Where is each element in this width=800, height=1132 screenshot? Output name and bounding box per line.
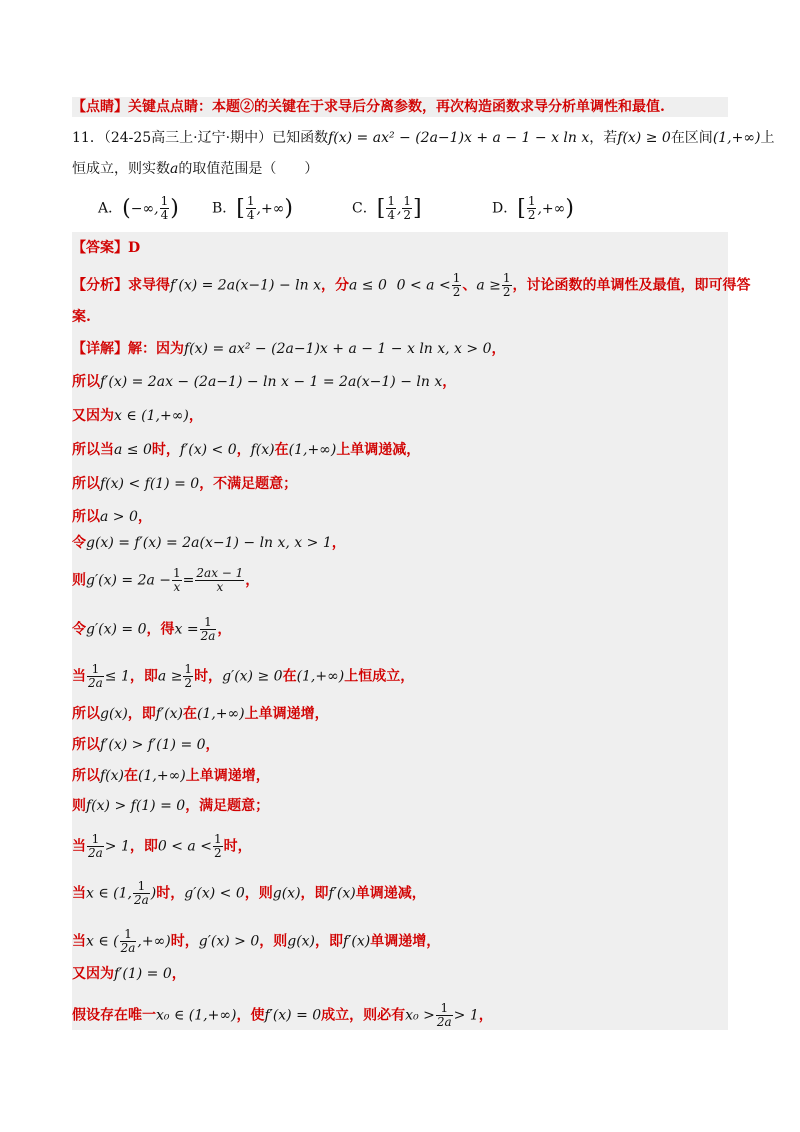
detail-text: 在 — [124, 768, 139, 784]
detail-text: 当 — [72, 838, 86, 855]
note-text: 关键点点睛：本题②的关键在于求导后分离参数，再次构造函数求导分析单调性和最值. — [128, 99, 665, 115]
math: f′(x) < 0 — [179, 442, 237, 458]
detail-line-16 — [72, 880, 728, 907]
math: f(x) = ax² − (2a−1)x + a − 1 − x ln x, x > 0 — [184, 341, 492, 357]
detail-line-9 — [72, 616, 728, 643]
analysis-line-2 — [72, 307, 728, 327]
key-point-note — [72, 97, 728, 117]
math: x ∈ (1,+∞) — [114, 408, 189, 424]
option-c: C．[ $\frac{1}{4}$ , $\frac{1}{2}$ ] — [352, 194, 422, 222]
analysis-text: ，讨论函数的单调性及最值，即可得答 — [512, 277, 751, 294]
frac-num: 1 — [403, 194, 412, 208]
answer-label: 【答案】 — [72, 240, 128, 256]
detail-text: ， — [491, 341, 506, 357]
detail-line-3 — [72, 406, 728, 426]
frac-den: 2a — [133, 893, 149, 907]
frac-den: 2a — [88, 676, 103, 690]
frac-num: 1 — [87, 833, 104, 847]
frac-den: x — [173, 580, 181, 594]
math: x = — [174, 621, 199, 638]
detail-line-5 — [72, 474, 728, 494]
math: ≤ 1 — [104, 668, 130, 685]
math: a ≥ — [157, 668, 183, 685]
math: g′(x) = 2a − — [86, 572, 172, 589]
detail-text: 上恒成立， — [344, 668, 415, 685]
detail-text: ， — [205, 737, 220, 753]
detail-line-15 — [72, 833, 728, 860]
frac-den: 2a — [88, 846, 103, 860]
math: x₀ > — [405, 1007, 435, 1024]
math: g(x) — [100, 706, 128, 722]
math: g(x) = f′(x) = 2a(x−1) − ln x, x > 1 — [86, 535, 332, 551]
math: f′(x) — [155, 706, 183, 722]
math: f(x) — [100, 768, 125, 784]
detail-text: ， — [217, 621, 232, 638]
frac-den: x — [216, 580, 224, 594]
frac-num: 1 — [87, 663, 104, 677]
math: f′(x) = 2ax − (2a−1) − ln x − 1 = 2a(x−1) − ln x — [100, 374, 443, 390]
frac-num: 1 — [452, 271, 461, 285]
detail-text: 单调递增， — [370, 933, 441, 950]
math: f′(x) — [343, 933, 371, 950]
frac-num: 1 — [184, 662, 193, 676]
detail-text: 所以 — [72, 768, 100, 784]
detail-line-10 — [72, 663, 728, 690]
detail-text: 所以 — [72, 509, 100, 525]
detail-text: 则 — [72, 798, 86, 814]
detail-text: ，则 — [259, 933, 288, 950]
frac-den: 2 — [213, 846, 222, 860]
detail-text: ， — [171, 966, 186, 982]
frac-den: 2a — [120, 941, 136, 955]
question-source: （24-25高三上·辽宁·期中） — [103, 130, 273, 146]
analysis-text: 求导得 — [128, 277, 170, 294]
frac-den: 2 — [527, 208, 536, 222]
math: g′(x) = 0 — [86, 621, 147, 638]
option-letter: D． — [492, 200, 518, 217]
detail-text: 当 — [72, 885, 86, 902]
stem-text: ，若 — [589, 130, 618, 146]
analysis-line-1 — [72, 271, 751, 299]
stem-text: 的取值范围是（ ） — [178, 161, 319, 177]
detail-text: 成立，则必有 — [321, 1007, 406, 1024]
detail-line-19 — [72, 1002, 728, 1029]
detail-text: 所以 — [72, 476, 100, 492]
math: f(x) — [250, 442, 275, 458]
math: 0 < a < — [157, 838, 212, 855]
detail-line-4 — [72, 440, 728, 460]
interval-formula: (1,+∞) — [712, 130, 761, 146]
detail-text: 当 — [72, 933, 86, 950]
frac-den: 2 — [403, 208, 412, 222]
detail-text: 在 — [274, 442, 289, 458]
detail-line-1 — [72, 339, 728, 359]
detail-text: ， — [236, 442, 251, 458]
frac-den: 4 — [387, 208, 395, 222]
math: f′(x) > f′(1) = 0 — [100, 737, 206, 753]
math: > 1 — [104, 838, 130, 855]
detail-line-17 — [72, 928, 728, 955]
math: ,+∞) — [137, 933, 171, 950]
option-a: A．(−∞, $\frac{1}{4}$ ) — [98, 194, 179, 222]
math: f(x) < f(1) = 0 — [100, 476, 200, 492]
frac-num: 1 — [200, 616, 217, 630]
math: (1,+∞) — [196, 706, 245, 722]
math: g′(x) < 0 — [184, 885, 245, 902]
frac-num: 1 — [133, 880, 150, 894]
detail-line-13 — [72, 766, 728, 786]
detail-text: 所以 — [72, 374, 100, 390]
detail-text: 则 — [72, 572, 86, 589]
frac-den: 2 — [184, 676, 193, 690]
detail-text: ，满足题意； — [185, 798, 270, 814]
analysis-label: 【分析】 — [72, 277, 128, 294]
detail-text: ， — [478, 1007, 493, 1024]
option-value: −∞, — [130, 200, 159, 217]
detail-text: ，即 — [127, 706, 156, 722]
math: a ≥ — [476, 277, 501, 294]
detail-line-14 — [72, 796, 728, 816]
option-value: ,+∞ — [537, 200, 566, 217]
stem-text: 在区间 — [670, 130, 713, 146]
detail-text: 时， — [151, 442, 180, 458]
math: g(x) — [287, 933, 316, 950]
detail-line-6 — [72, 507, 728, 527]
math: 0 < a < — [396, 277, 451, 294]
frac-num: 1 — [502, 271, 511, 285]
math: (1,+∞) — [296, 668, 345, 685]
function-formula: f(x) = ax² − (2a−1)x + a − 1 − x ln x — [328, 130, 590, 146]
detail-text: ，使 — [236, 1007, 265, 1024]
detail-text: ， — [245, 572, 260, 589]
detail-text: 又因为 — [72, 408, 114, 424]
math: a ≤ 0 — [349, 277, 387, 294]
detail-text: ， — [137, 509, 152, 525]
detail-text: ，则 — [244, 885, 273, 902]
frac-num: 2ax − 1 — [196, 566, 244, 580]
option-d: D．[ $\frac{1}{2}$ ,+∞) — [492, 194, 574, 222]
note-label: 【点睛】 — [72, 99, 128, 115]
detail-text: 上单调递增， — [185, 768, 270, 784]
math: x ∈ ( — [86, 933, 119, 950]
frac-num: 1 — [246, 194, 255, 208]
answer-value: D — [128, 240, 141, 256]
condition-formula: f(x) ≥ 0 — [617, 130, 671, 146]
math: f′(x) = 2a(x−1) − ln x — [170, 277, 321, 294]
math: x ∈ (1, — [86, 885, 132, 902]
math: a ≤ 0 — [114, 442, 152, 458]
option-letter: C． — [352, 200, 377, 217]
math: g(x) — [272, 885, 301, 902]
frac-num: 1 — [387, 194, 395, 208]
detail-text: 令 — [72, 621, 86, 638]
frac-den: 2 — [452, 285, 461, 299]
frac-num: 1 — [173, 566, 181, 580]
math: f′(1) = 0 — [114, 966, 172, 982]
option-b: B．[ $\frac{1}{4}$ ,+∞) — [212, 194, 293, 222]
detail-line-8 — [72, 567, 728, 594]
math: (1,+∞) — [288, 442, 337, 458]
math: f′(x) = 0 — [264, 1007, 322, 1024]
detail-text: 解：因为 — [128, 341, 184, 357]
question-stem-line-1 — [72, 128, 775, 148]
detail-text: ，即 — [129, 668, 158, 685]
stem-text: 已知函数 — [272, 130, 329, 146]
frac-den: 4 — [160, 208, 169, 222]
frac-num: 1 — [213, 832, 222, 846]
math: f(x) > f(1) = 0 — [86, 798, 186, 814]
detail-line-2 — [72, 372, 728, 392]
stem-text: 恒成立，则实数 — [72, 161, 170, 177]
frac-den: 2a — [436, 1015, 452, 1029]
detail-text: ， — [442, 374, 457, 390]
detail-line-7 — [72, 533, 728, 553]
frac-num: 1 — [160, 194, 169, 208]
frac-den: 2a — [200, 629, 216, 643]
detail-text: ，即 — [300, 885, 329, 902]
math: = — [182, 572, 195, 589]
frac-den: 4 — [246, 208, 255, 222]
option-letter: B． — [212, 200, 237, 217]
detail-text: 单调递减， — [355, 885, 426, 902]
analysis-text: 、 — [462, 277, 477, 294]
answer-line — [72, 238, 728, 258]
detail-text: ， — [331, 535, 346, 551]
detail-text: ，即 — [315, 933, 344, 950]
math: a > 0 — [100, 509, 138, 525]
math: g′(x) ≥ 0 — [222, 668, 283, 685]
detail-text: ，不满足题意； — [199, 476, 298, 492]
detail-text: 时， — [194, 668, 223, 685]
detail-text: 在 — [182, 706, 197, 722]
frac-num: 1 — [527, 194, 536, 208]
detail-text: ，得 — [146, 621, 175, 638]
detail-text: 时， — [223, 838, 252, 855]
option-value: ,+∞ — [256, 200, 285, 217]
detail-text: ， — [188, 408, 203, 424]
detail-text: 上单调递减， — [336, 442, 421, 458]
option-letter: A． — [98, 200, 123, 217]
math: f′(x) — [328, 885, 356, 902]
analysis-text: 案. — [72, 309, 91, 325]
analysis-text: ，分 — [321, 277, 349, 294]
frac-num: 1 — [120, 928, 137, 942]
detail-text: 又因为 — [72, 966, 114, 982]
stem-text: 上 — [760, 130, 775, 146]
detail-text: 在 — [282, 668, 297, 685]
frac-den: 2 — [502, 285, 511, 299]
detail-text: 上单调递增， — [244, 706, 329, 722]
detail-text: 时， — [156, 885, 185, 902]
math: x₀ ∈ (1,+∞) — [156, 1007, 237, 1024]
detail-line-18 — [72, 964, 728, 984]
detail-text: 时， — [170, 933, 199, 950]
frac-num: 1 — [436, 1002, 453, 1016]
math: > 1 — [453, 1007, 479, 1024]
detail-text: 当 — [72, 668, 86, 685]
question-stem-line-2 — [72, 159, 728, 179]
detail-text: ，即 — [129, 838, 158, 855]
detail-line-12 — [72, 735, 728, 755]
variable-a: a — [170, 161, 179, 177]
math: g′(x) > 0 — [198, 933, 260, 950]
detail-text: 假设存在唯一 — [72, 1007, 156, 1024]
detail-line-11 — [72, 704, 728, 724]
detail-text: 所以 — [72, 706, 100, 722]
math: (1,+∞) — [138, 768, 186, 784]
math: ) — [150, 885, 157, 902]
detail-text: 令 — [72, 535, 86, 551]
detail-label: 【详解】 — [72, 341, 128, 357]
detail-text: 所以当 — [72, 442, 114, 458]
detail-text: 所以 — [72, 737, 100, 753]
question-number: 11． — [72, 130, 104, 146]
